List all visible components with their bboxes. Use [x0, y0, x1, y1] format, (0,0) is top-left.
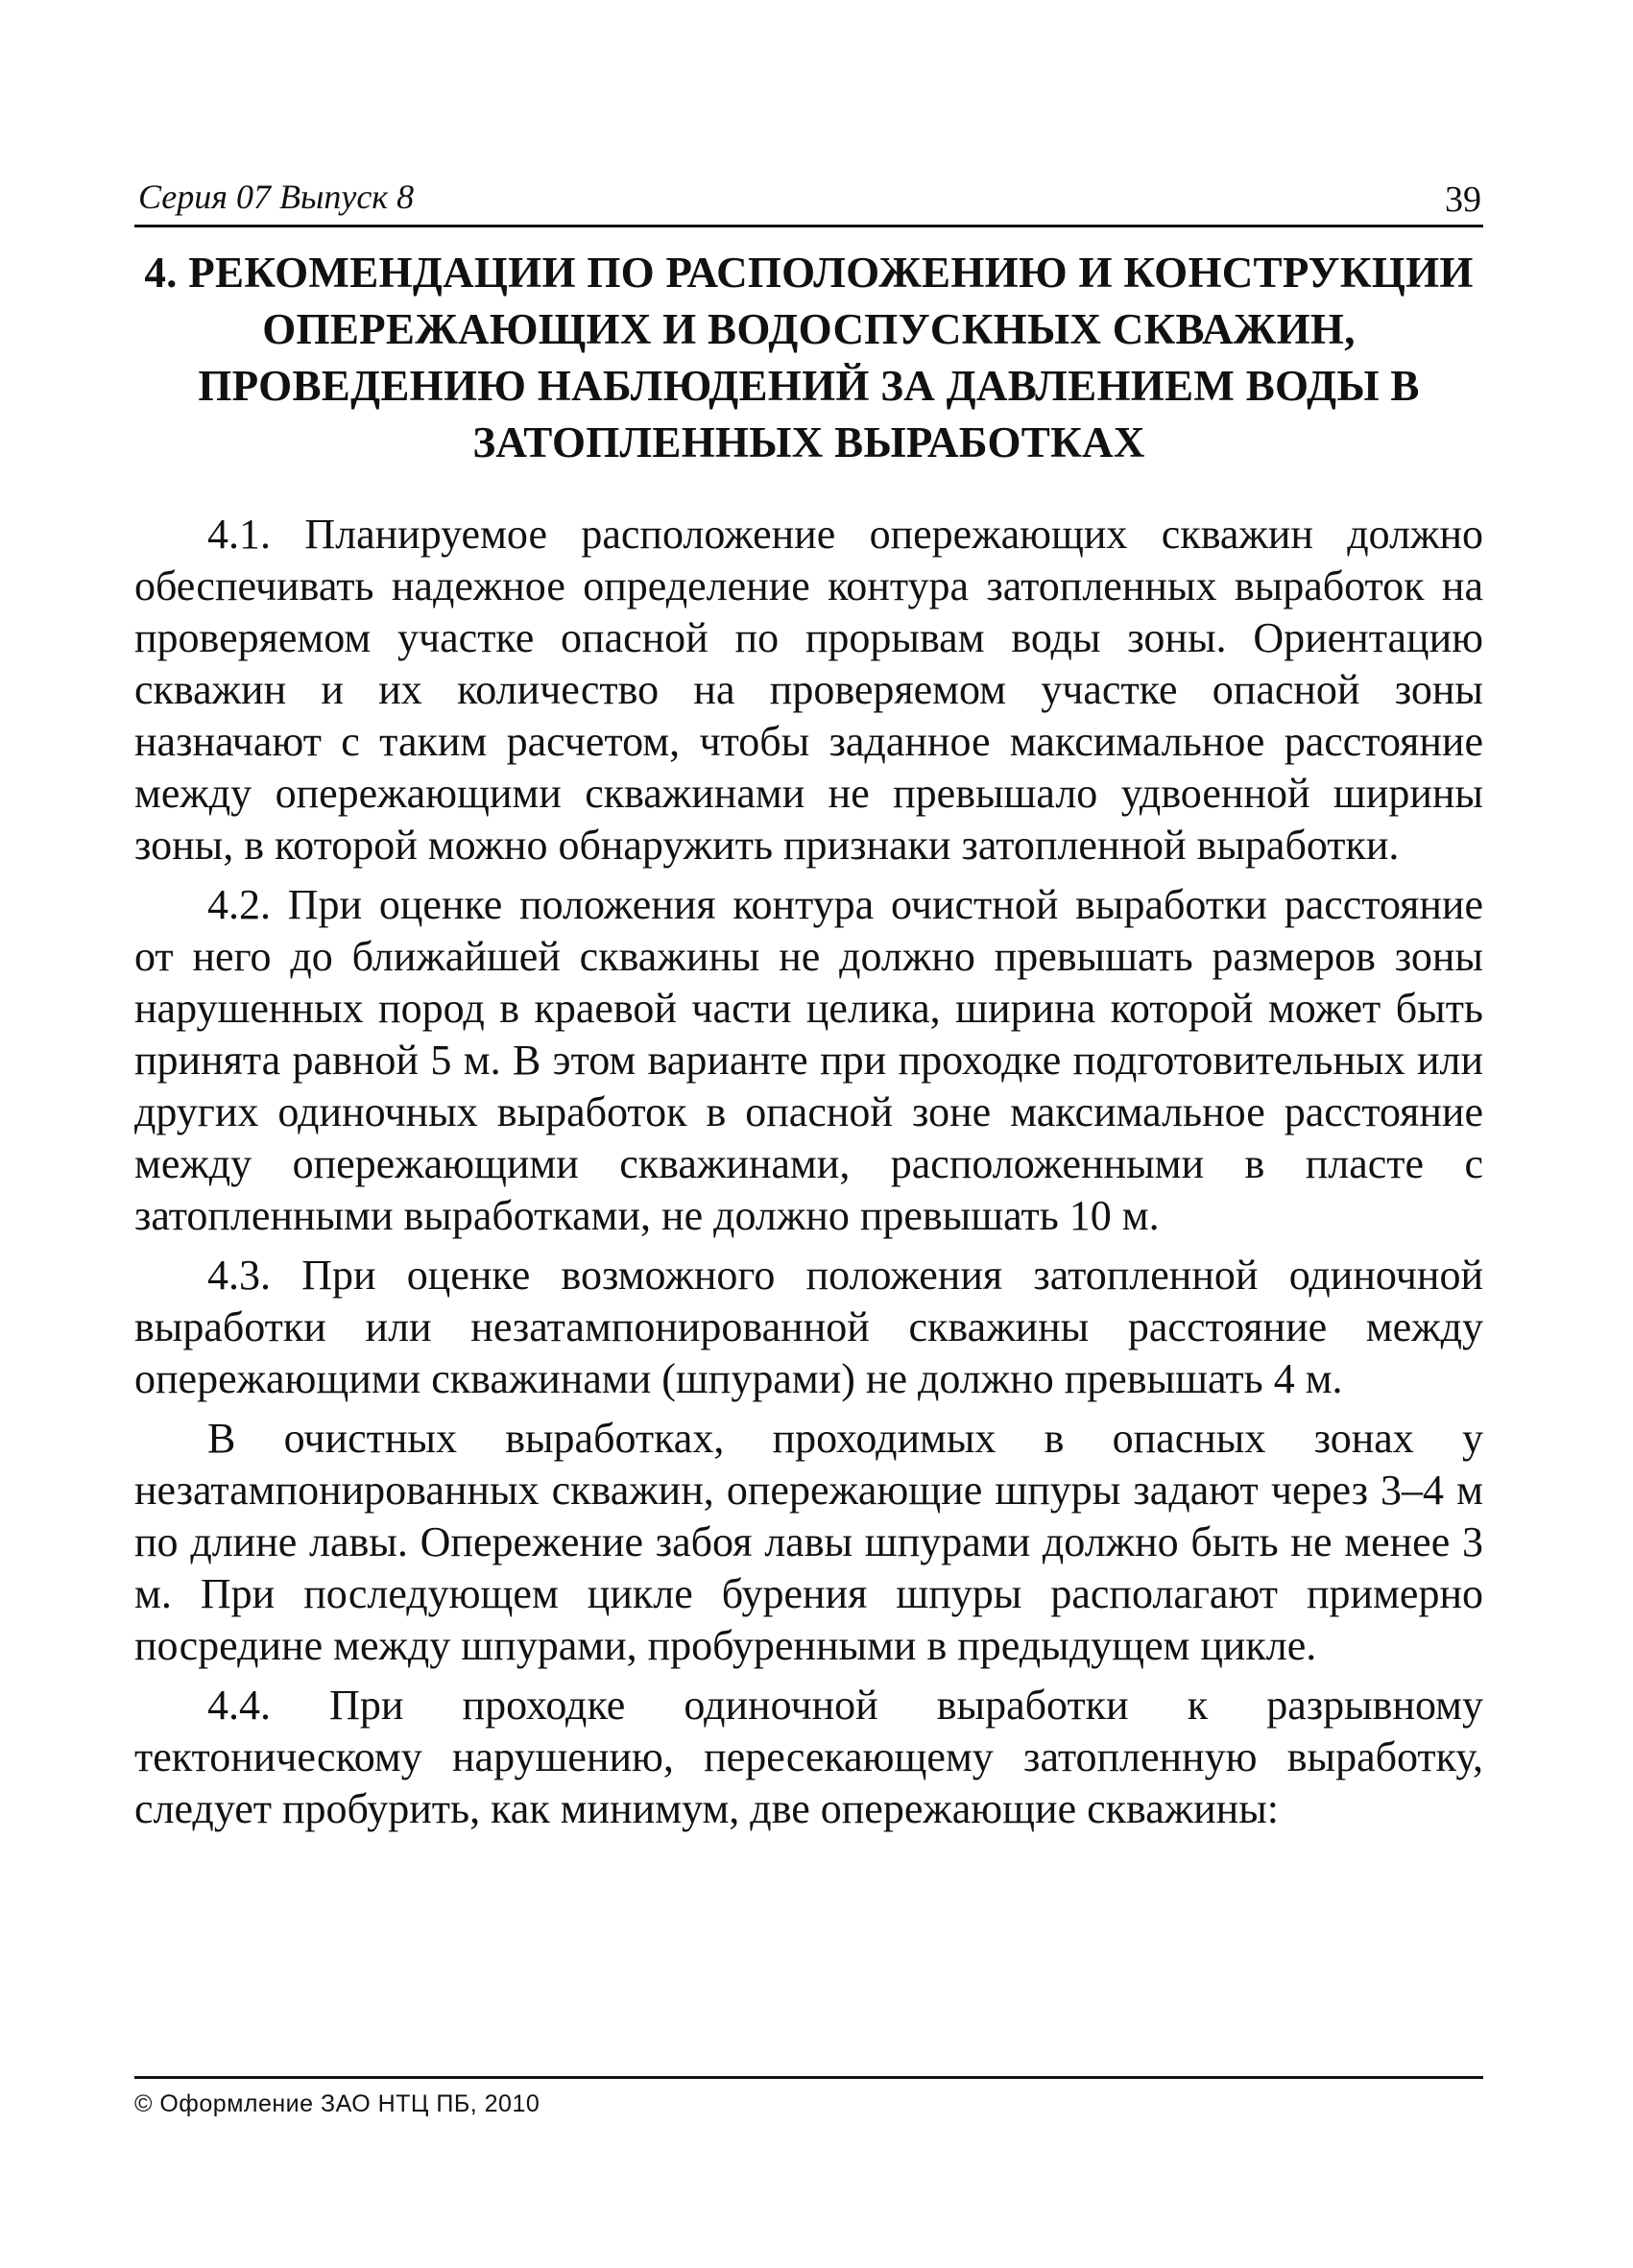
paragraph-4-2: 4.2. При оценке положения контура очистной выработки расстояние от него до ближайшей скважины не должно превышать размеров зоны нарушенных пород в краевой части целика, ширина которой может быть принята равной 5 м. В этом варианте при проходке подготовительных или других одиночных выработок в опасной зоне максимальное расстояние между опережающими скважинами, расположенными в пласте с затопленными выработками, не должно превышать 10 м.: [134, 881, 1483, 1239]
paragraph-4-3: 4.3. При оценке возможного положения затопленной одиночной выработки или незатампонированной скважины расстояние между опережающими скважинами (шпурами) не должно превышать 4 м.: [134, 1252, 1483, 1402]
paragraph-4-4: 4.4. При проходке одиночной выработки к разрывному тектоническому нарушению, пересекающему затопленную выработку, следует пробурить, как минимум, две опережающие скважины:: [134, 1682, 1483, 1832]
series-label: Серия 07 Выпуск 8: [138, 178, 415, 216]
paragraph-4-3-cont: В очистных выработках, проходимых в опасных зонах у незатампонированных скважин, опережающие шпуры задают через 3–4 м по длине лавы. Опережение забоя лавы шпурами должно быть не менее 3 м. При последующем цикле бурения шпуры располагают примерно посредине между шпурами, пробуренными в предыдущем цикле.: [134, 1415, 1483, 1669]
section-title: 4. РЕКОМЕНДАЦИИ ПО РАСПОЛОЖЕНИЮ И КОНСТРУКЦИИ ОПЕРЕЖАЮЩИХ И ВОДОСПУСКНЫХ СКВАЖИН, ПРОВЕДЕНИЮ НАБЛЮДЕНИЙ ЗА ДАВЛЕНИЕМ ВОДЫ В ЗАТОПЛЕННЫХ ВЫРАБОТКАХ: [144, 249, 1474, 466]
page-footer: [134, 2076, 1483, 2118]
page-header: [134, 169, 1483, 227]
page-number: 39: [1445, 179, 1481, 220]
paragraph-4-1: 4.1. Планируемое расположение опережающих скважин должно обеспечивать надежное определение контура затопленных выработок на проверяемом участке опасной по прорывам воды зоны. Ориентацию скважин и их количество на проверяемом участке опасной зоны назначают с таким расчетом, чтобы заданное максимальное расстояние между опережающими скважинами не превышало удвоенной ширины зоны, в которой можно обнаружить признаки затопленной выработки.: [134, 511, 1483, 869]
document-body: [134, 509, 1483, 1843]
copyright-text: © Оформление ЗАО НТЦ ПБ, 2010: [134, 2090, 540, 2117]
